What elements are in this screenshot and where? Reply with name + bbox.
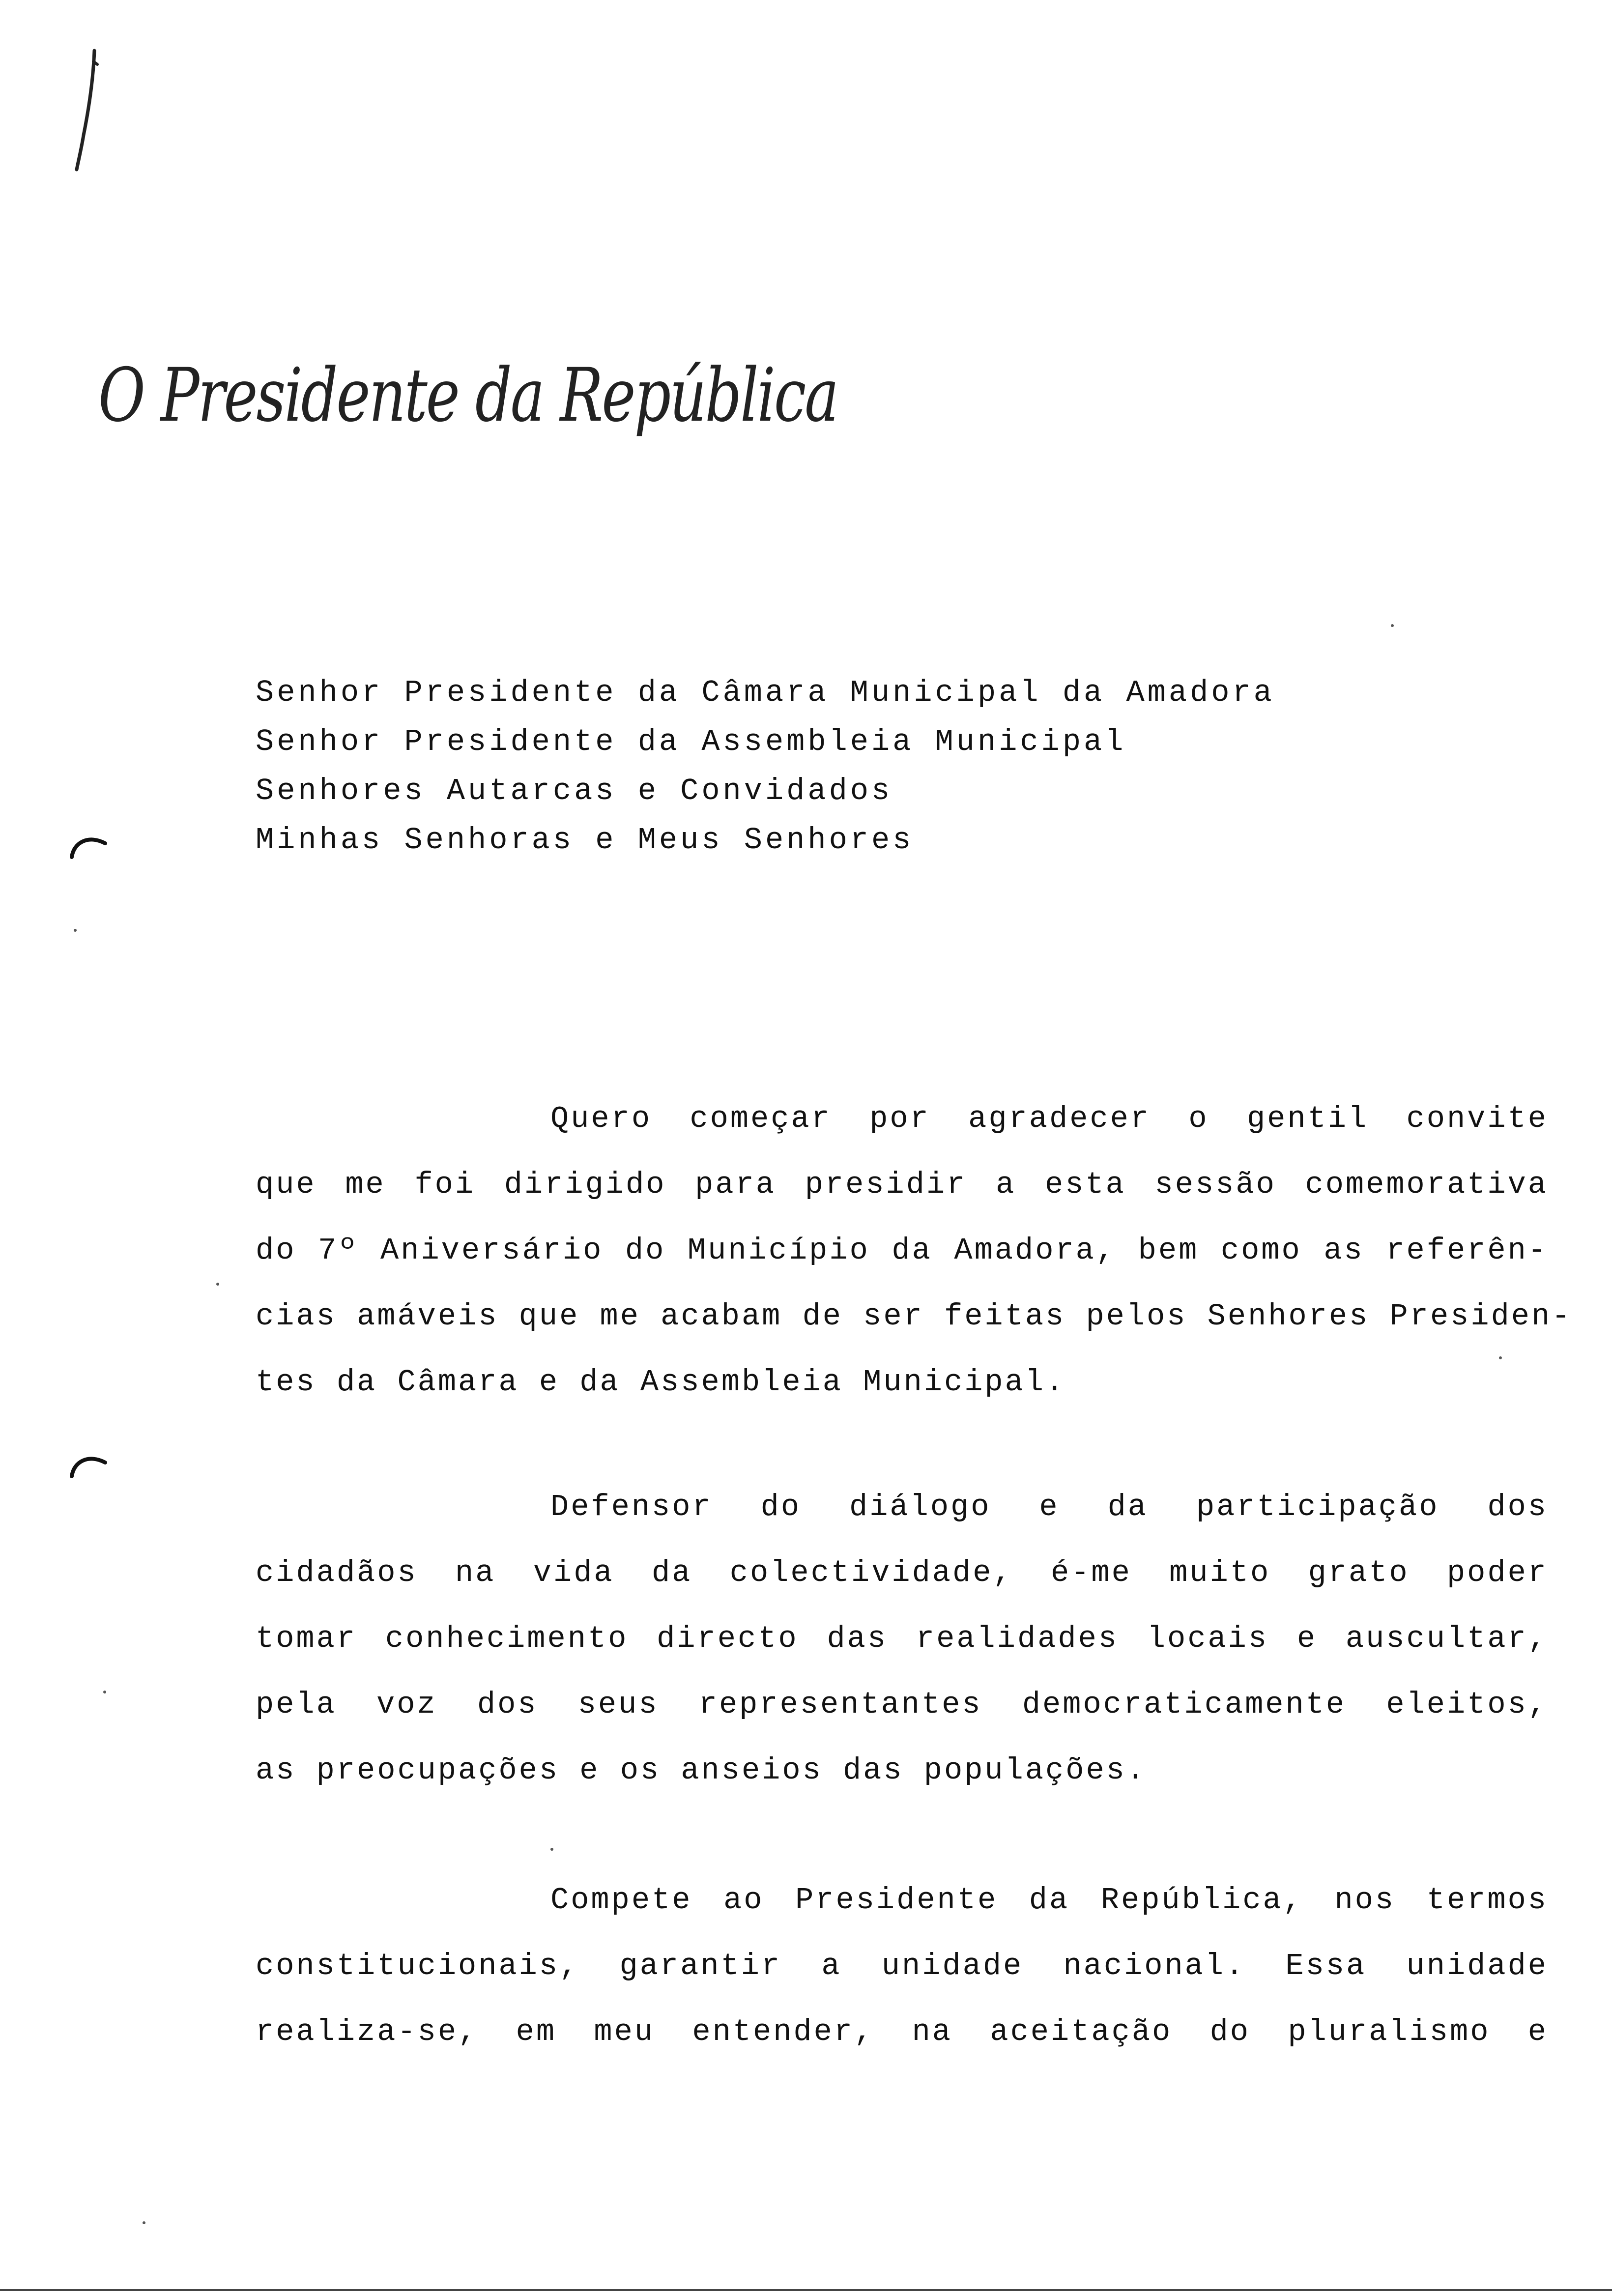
scan-speck: [1391, 624, 1394, 627]
scan-speck: [550, 1848, 553, 1851]
paragraph-line: que me foi dirigido para presidir a esta sessão comemorativa: [256, 1167, 1548, 1202]
paragraph-line: Quero começar por agradecer o gentil convite: [550, 1101, 1548, 1136]
paragraph-2: [256, 1474, 1548, 1804]
paragraph-line: tes da Câmara e da Assembleia Municipal.: [256, 1365, 1066, 1400]
pen-stroke-mark: [64, 47, 103, 174]
page-bottom-edge: [0, 2289, 1612, 2291]
hole-punch-mark: [69, 831, 108, 860]
salutation-line: Senhores Autarcas e Convidados: [256, 774, 893, 808]
salutation-block: [256, 668, 1386, 865]
paragraph-line: Defensor do diálogo e da participação dos: [550, 1490, 1548, 1524]
paragraph-line: pela voz dos seus representantes democraticamente eleitos,: [256, 1687, 1548, 1722]
scan-speck: [103, 1691, 106, 1693]
salutation-line: Minhas Senhoras e Meus Senhores: [256, 823, 914, 858]
paragraph-1: [256, 1086, 1572, 1415]
paragraph-line: Compete ao Presidente da República, nos termos: [550, 1883, 1548, 1918]
paragraph-line: realiza-se, em meu entender, na aceitação do pluralismo e: [256, 2014, 1548, 2049]
paragraph-line: tomar conhecimento directo das realidades locais e auscultar,: [256, 1621, 1548, 1656]
scan-speck: [143, 2221, 145, 2224]
salutation-line: Senhor Presidente da Câmara Municipal da Amadora: [256, 675, 1275, 710]
hole-punch-mark: [69, 1450, 108, 1479]
paragraph-line: as preocupações e os anseios das populações.: [256, 1753, 1147, 1788]
scan-speck: [1499, 1356, 1502, 1359]
salutation-line: Senhor Presidente da Assembleia Municipal: [256, 724, 1126, 759]
paragraph-line: cias amáveis que me acabam de ser feitas pelos Senhores Presiden-: [256, 1299, 1572, 1334]
paragraph-line: constitucionais, garantir a unidade nacional. Essa unidade: [256, 1949, 1548, 1983]
letterhead-title: O Presidente da República: [98, 353, 837, 438]
paragraph-3: [256, 1867, 1548, 2065]
scan-speck: [216, 1283, 219, 1286]
paragraph-line: do 7º Aniversário do Município da Amadora, bem como as referên-: [256, 1233, 1548, 1268]
paragraph-line: cidadãos na vida da colectividade, é-me muito grato poder: [256, 1555, 1548, 1590]
scan-speck: [74, 929, 77, 932]
